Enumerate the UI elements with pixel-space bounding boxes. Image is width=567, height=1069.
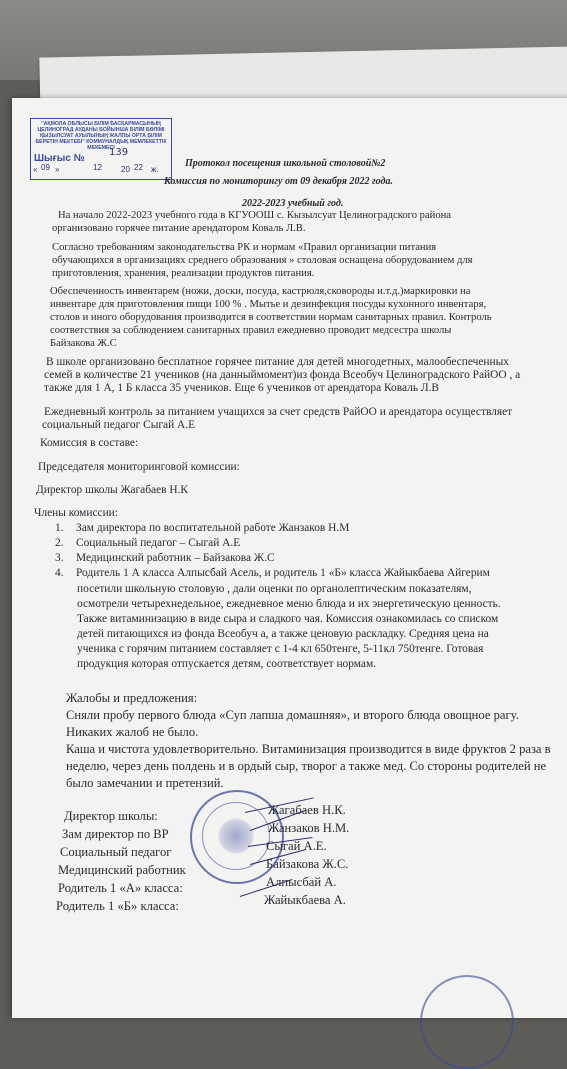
stamp-date-day: 09 — [41, 163, 50, 172]
paragraph-line: На начало 2022-2023 учебного года в КГУООШ с. Кызылсуат Целиноградского района — [58, 210, 452, 221]
bottom-seal-stamp — [420, 975, 514, 1069]
stamp-reg-label-text: Шығыс № — [34, 153, 85, 164]
stamp-organization-text: "АҚМОЛА ОБЛЫСЫ БІЛІМ БАСҚАРМАСЫНЫҢ ЦЕЛИНОГРАД АУДАНЫ БОЙЫНША БІЛІМ БӨЛІМІ ҚЫЗЫЛСУАТ АУЫЛЫНЫҢ ЖАЛПЫ ОРТА БІЛІМ БЕРЕТІН МЕКТЕБІ" КОММУНАЛДЫҚ МЕМЛЕКЕТТІК МЕКЕМЕСІ — [35, 121, 167, 151]
stamp-date-year: 22 — [134, 163, 143, 172]
seal-emblem-icon — [218, 818, 254, 854]
complaints-line: Сняли пробу первого блюда «Суп лапша домашняя», и второго блюда овощное рагу. — [66, 708, 519, 722]
complaints-line: неделю, через день полдень и в ордый сыр, творог а также мед. Со стороны родителей не — [66, 759, 547, 773]
signature-role: Социальный педагог — [60, 845, 172, 859]
members-label: Члены комиссии: — [34, 507, 118, 519]
commission-label: Комиссия в составе: — [40, 437, 139, 449]
member-text: Социальный педагог – Сыгай А.Е — [76, 537, 241, 549]
signature-role: Директор школы: — [64, 809, 158, 823]
signature-name: Жанзаков Н.М. — [268, 821, 350, 835]
signature-role: Родитель 1 «А» класса: — [58, 881, 183, 895]
signature-name: Жагабаев Н.К. — [268, 803, 346, 817]
member-continuation-line: посетили школьную столовую , дали оценки по органолептическим показателям, — [77, 583, 472, 595]
member-number: 2. — [55, 537, 64, 549]
paragraph-line: В школе организовано бесплатное горячее питание для детей многодетных, малообеспеченных — [46, 356, 509, 368]
chair-name: Директор школы Жагабаев Н.К — [36, 484, 189, 496]
document-title: Протокол посещения школьной столовой№2 — [185, 158, 386, 169]
paragraph-line: инвентаре для приготовления пищи 100 % . Мытье и дезинфекция посуды кухонного инвентаря, — [50, 299, 487, 310]
paragraph-line: Байзакова Ж.С — [50, 338, 117, 349]
member-text: Зам директора по воспитательной работе Жанзаков Н.М — [76, 522, 350, 534]
signature-name: Алпысбай А. — [266, 875, 337, 889]
stamp-date-year-prefix: 20 — [121, 165, 130, 174]
member-text: Медицинский работник – Байзакова Ж.С — [76, 552, 275, 564]
signature-name: Сыгай А.Е. — [266, 839, 327, 853]
member-number: 3. — [55, 552, 64, 564]
stamp-date-suffix: ж. — [151, 165, 159, 174]
paragraph-line: приготовления, хранения, реализации продуктов питания. — [52, 268, 315, 279]
member-continuation-line: ученика с горячим питанием составляет с 1-4 кл 650тенге, 5-11кл 750тенге. Готовая — [77, 643, 484, 655]
document-subtitle: Комиссия по мониторингу от 09 декабря 2022 года. — [164, 176, 393, 187]
complaints-line: было замечании и претензий. — [66, 776, 224, 790]
chair-label: Председателя мониторинговой комиссии: — [38, 461, 240, 473]
stamp-reg-number: 139 — [109, 147, 129, 158]
complaints-line: Никаких жалоб не было. — [66, 725, 199, 739]
complaints-line: Каша и чистота удовлетворительно. Витаминизация производится в виде фруктов 2 раза в — [66, 742, 551, 756]
signature-name: Жайыкбаева А. — [264, 893, 346, 907]
paragraph-line: Ежедневный контроль за питанием учащихся за счет средств РайОО и арендатора осуществляет — [44, 406, 513, 418]
academic-year: 2022-2023 учебный год. — [242, 198, 344, 209]
signature-name: Байзакова Ж.С. — [266, 857, 349, 871]
member-number: 1. — [55, 522, 64, 534]
signature-role: Медицинский работник — [58, 863, 186, 877]
stamp-date-month: 12 — [93, 163, 102, 172]
member-number: 4. — [55, 567, 64, 579]
complaints-label: Жалобы и предложения: — [66, 691, 198, 705]
paragraph-line: обучающихся в организациях среднего образования » столовая оснащена оборудованием для — [52, 255, 473, 266]
paragraph-line: Обеспеченность инвентарем (ножи, доски, посуда, кастрюля,сковороды и.т.д.)маркировки на — [50, 286, 471, 297]
member-text: Родитель 1 А класса Алпысбай Асель, и родитель 1 «Б» класса Жайыкбаева Айгерим — [76, 567, 490, 579]
registration-stamp: "АҚМОЛА ОБЛЫСЫ БІЛІМ БАСҚАРМАСЫНЫҢ ЦЕЛИНОГРАД АУДАНЫ БОЙЫНША БІЛІМ БӨЛІМІ ҚЫЗЫЛСУАТ АУЫЛЫНЫҢ ЖАЛПЫ ОРТА БІЛІМ БЕРЕТІН МЕКТЕБІ" КОММУНАЛДЫҚ МЕМЛЕКЕТТІК МЕКЕМЕСІ Шығыс № 139 « 09 » 12 20 22 ж. — [30, 118, 172, 180]
member-continuation-line: Также витаминизацию в виде сыра и сладкого чая. Комиссия ознакомилась со списком — [77, 613, 499, 625]
member-continuation-line: осмотрели четырехнедельное, ежедневное меню блюда и их энергетическую ценность. — [77, 598, 501, 610]
paragraph-line: соответствия за соблюдением санитарных правил ежедневно проводит медсестра школы — [50, 325, 452, 336]
member-continuation-line: продукция которая отпускается детям, соответствует нормам. — [77, 658, 377, 670]
member-continuation-line: детей питающихся из фонда Всеобуч а, а также ценовую раскладку. Средняя цена на — [77, 628, 489, 640]
paragraph-line: столов и иного оборудования производится в соответствии нормам санитарных правил. Контроль — [50, 312, 492, 323]
paragraph-line: Согласно требованиям законодательства РК и нормам «Правил организации питания — [52, 242, 437, 253]
paragraph-line: также для 1 А, 1 Б класса 35 учеников. Еще 6 учеников от арендатора Коваль Л.В — [44, 382, 440, 394]
paragraph-line: социальный педагог Сыгай А.Е — [42, 419, 196, 431]
signature-role: Зам директор по ВР — [62, 827, 169, 841]
paragraph-line: семей в количестве 21 учеников (на данныймомент)из фонда Всеобуч Целиноградского РайОО , а — [44, 369, 521, 381]
signature-role: Родитель 1 «Б» класса: — [56, 899, 179, 913]
paragraph-line: организовано горячее питание арендатором Коваль Л.В. — [52, 223, 306, 234]
